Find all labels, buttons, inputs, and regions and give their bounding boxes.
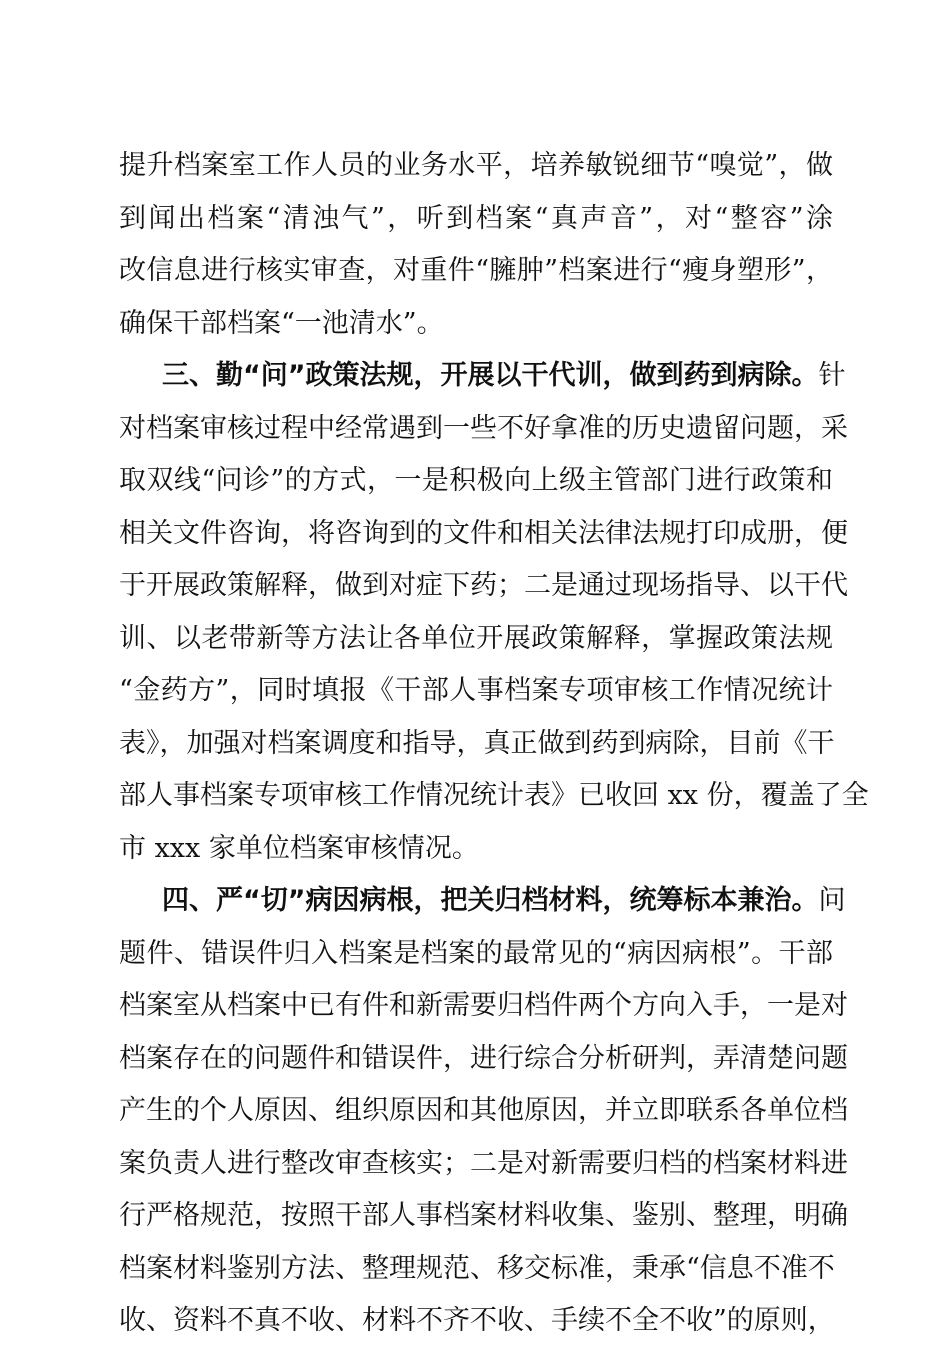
- text-line: 题件、错误件归入档案是档案的最常见的“病因病根”。干部: [119, 937, 833, 969]
- text-line: 于开展政策解释，做到对症下药；二是通过现场指导、以干代: [119, 570, 848, 601]
- text-line: 表》，加强对档案调度和指导，真正做到药到病除，目前《干: [119, 727, 835, 759]
- text-line: 档案存在的问题件和错误件，进行综合分析研判，弄清楚问题: [119, 1042, 848, 1074]
- section-heading-line: [119, 350, 846, 403]
- text-fragment: 针: [818, 360, 846, 391]
- text-line: 产生的个人原因、组织原因和其他原因，并立即联系各单位档: [119, 1095, 848, 1126]
- text-line: 提升档案室工作人员的业务水平，培养敏锐细节“嗅觉”，做: [119, 150, 833, 181]
- section-heading-line: [119, 875, 846, 928]
- text-fragment: 问: [818, 885, 846, 916]
- text-line: 收、资料不真不收、材料不齐不收、手续不全不收”的原则，: [119, 1305, 835, 1336]
- text-line: 到闻出档案“清浊气”，听到档案“真声音”，对“整容”涂: [119, 202, 833, 234]
- text-line: 档案材料鉴别方法、整理规范、移交标准，秉承“信息不准不: [119, 1252, 835, 1284]
- text-line: 案负责人进行整改审查核实；二是对新需要归档的档案材料进: [119, 1147, 848, 1179]
- text-line: 改信息进行核实审查，对重件“臃肿”档案进行“瘦身塑形”，: [119, 255, 833, 286]
- section-4-paragraph: [119, 875, 848, 1348]
- paragraph-continuation: [119, 140, 833, 350]
- text-line: 确保干部档案“一池清水”。: [119, 307, 444, 339]
- section-4-heading: 四、严“切”病因病根，把关归档材料，统筹标本兼治。: [162, 885, 819, 916]
- text-line: 训、以老带新等方法让各单位开展政策解释，掌握政策法规: [119, 622, 833, 654]
- text-line: 部人事档案专项审核工作情况统计表》已收回 xx 份，覆盖了全: [119, 780, 869, 811]
- text-line: 相关文件咨询，将咨询到的文件和相关法律法规打印成册，便: [119, 517, 848, 549]
- text-line: 市 xxx 家单位档案审核情况。: [119, 832, 479, 864]
- text-line: 取双线“问诊”的方式，一是积极向上级主管部门进行政策和: [119, 465, 833, 496]
- document-body: [119, 140, 869, 1348]
- section-3-heading: 三、勤“问”政策法规，开展以干代训，做到药到病除。: [162, 360, 819, 391]
- text-line: “金药方”，同时填报《干部人事档案专项审核工作情况统计: [119, 675, 833, 706]
- text-line: 档案室从档案中已有件和新需要归档件两个方向入手，一是对: [119, 990, 848, 1021]
- text-line: 行严格规范，按照干部人事档案材料收集、鉴别、整理，明确: [119, 1200, 848, 1231]
- section-3-paragraph: [119, 350, 869, 875]
- text-line: 对档案审核过程中经常遇到一些不好拿准的历史遗留问题，采: [119, 412, 848, 444]
